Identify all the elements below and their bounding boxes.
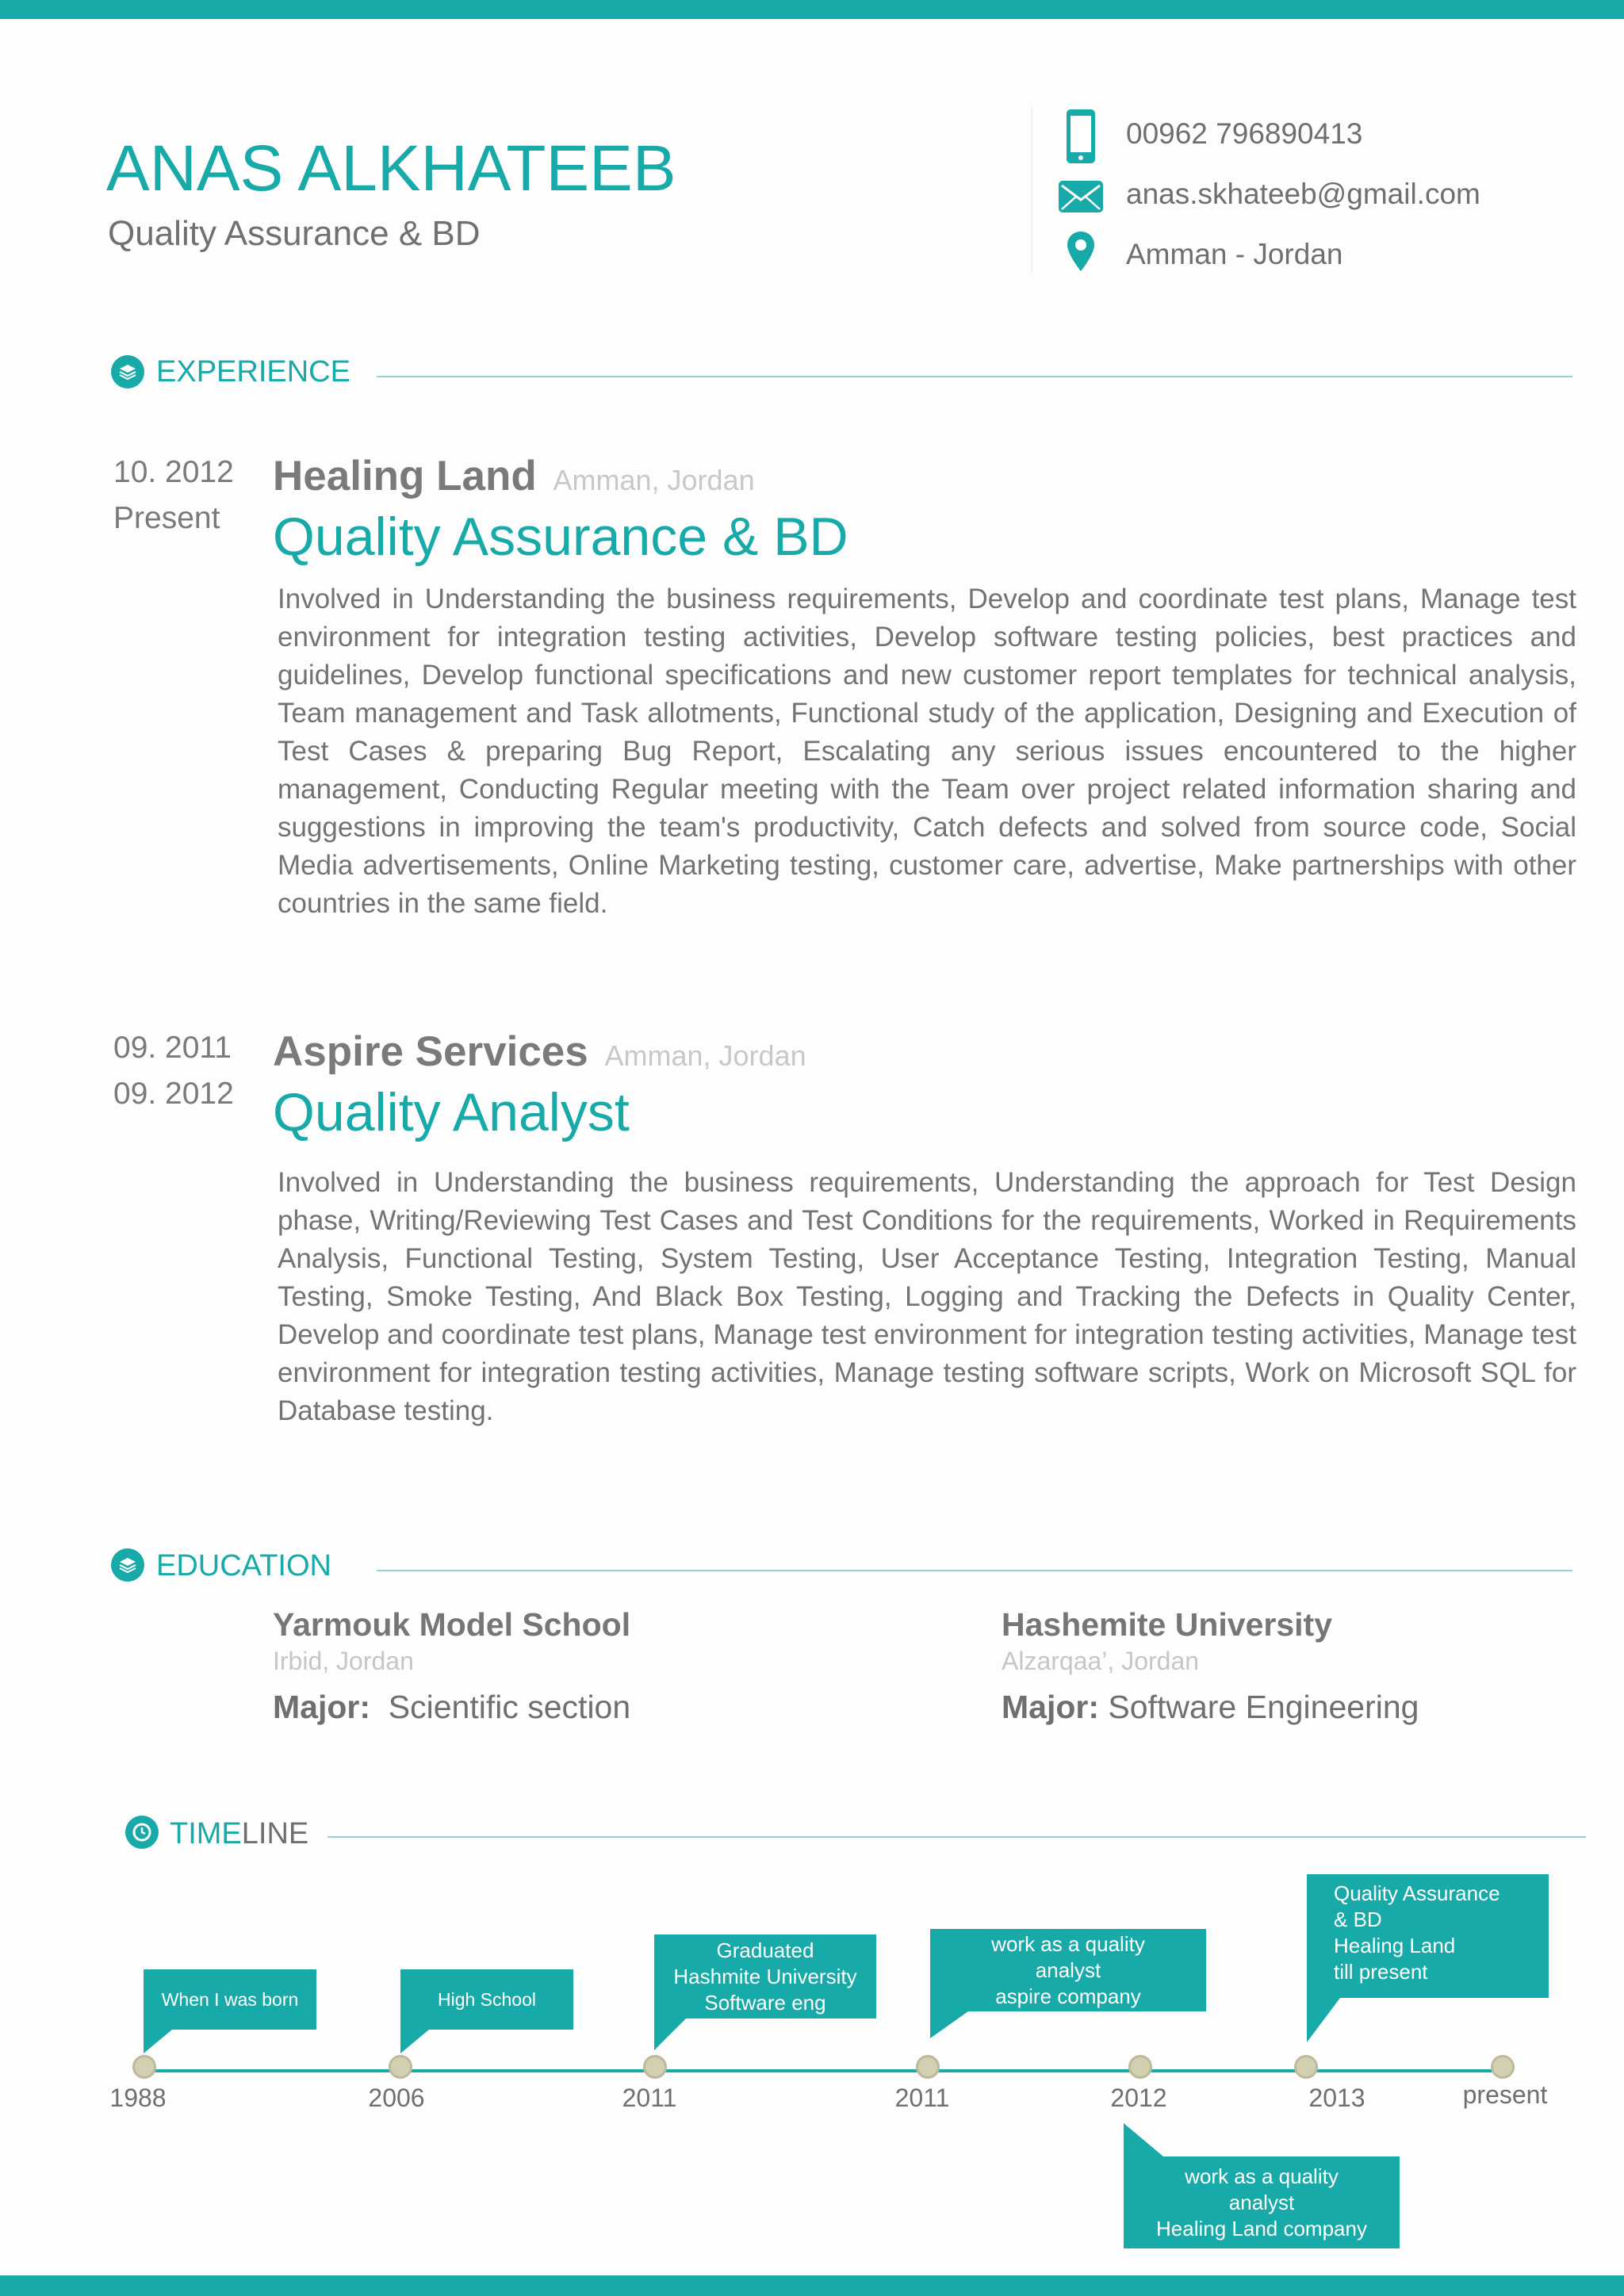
job-date-end: Present (113, 501, 220, 535)
timeline-event-tail (1124, 2123, 1163, 2156)
education-heading: EDUCATION (156, 1549, 331, 1582)
school-name: Yarmouk Model School (273, 1606, 631, 1643)
timeline-dot (1294, 2055, 1318, 2079)
timeline-year: 2011 (894, 2084, 950, 2112)
timeline-heading (170, 1817, 308, 1851)
major-value: Software Engineering (1108, 1689, 1419, 1725)
education-entry (1002, 1606, 1419, 1726)
location-pin-icon (1058, 230, 1104, 273)
major-label: Major: (1002, 1689, 1099, 1725)
job-date-range (113, 1025, 234, 1117)
timeline-heading-a: TIME (170, 1817, 242, 1850)
school-major (1002, 1689, 1419, 1726)
job-company (273, 452, 755, 500)
mail-icon (1058, 181, 1104, 212)
timeline-year: 2013 (1308, 2084, 1365, 2112)
timeline-event-tail (144, 2030, 172, 2053)
candidate-title: Quality Assurance & BD (108, 214, 481, 253)
job-location: Amman, Jordan (604, 1039, 806, 1072)
contact-location: Amman - Jordan (1126, 238, 1343, 270)
timeline-event-text: work as a quality analyst Healing Land company (1156, 2164, 1367, 2241)
job-date-range (113, 450, 234, 541)
job-company-name: Aspire Services (273, 1028, 588, 1075)
timeline-event-text: Quality Assurance & BD Healing Land till present (1334, 1881, 1500, 1984)
timeline-event-text: When I was born (161, 1988, 299, 2010)
timeline-heading-b: LINE (241, 1817, 309, 1850)
timeline-dot (389, 2055, 412, 2079)
contact-phone[interactable]: 00962 796890413 (1126, 117, 1363, 150)
bottom-accent-bar (0, 2275, 1624, 2296)
timeline-event (930, 1929, 1206, 2011)
major-label: Major: (273, 1689, 370, 1725)
timeline-year: 1988 (109, 2084, 167, 2112)
timeline-year: 2012 (1110, 2084, 1167, 2112)
timeline-year: 2011 (622, 2084, 677, 2112)
education-entry (273, 1606, 630, 1726)
layers-icon (111, 355, 144, 388)
layers-icon (111, 1548, 144, 1582)
timeline-year: present (1462, 2080, 1548, 2109)
experience-divider (377, 376, 1572, 377)
timeline-year: 2006 (368, 2084, 425, 2112)
timeline-dot (1128, 2055, 1152, 2079)
contact-email[interactable]: anas.skhateeb@gmail.com (1126, 178, 1480, 210)
timeline-event-tail (654, 2019, 686, 2050)
school-location: Irbid, Jordan (273, 1647, 414, 1675)
timeline-event-text: work as a quality analyst aspire company (991, 1931, 1145, 2008)
job-role: Quality Analyst (273, 1082, 630, 1142)
timeline-dot (643, 2055, 667, 2079)
experience-heading: EXPERIENCE (156, 355, 350, 388)
job-company-name: Healing Land (273, 453, 537, 499)
job-description: Involved in Understanding the business requirements, Develop and coordinate test plans, Manage test environment for integration testing activities, Develop software testing policies, best practices and guidelines, Develop functional specifications and new customer report templates for technical analysis, Team management and Task allotments, Functional study of the application, Designing and Execution of Test Cases & preparing Bug Report, Escalating any serious issues encountered to the higher management, Conducting Regular meeting with the Team over project related information sharing and suggestions in improving the team's productivity, Catch defects and solved from source code, Social Media advertisements, Online Marketing testing, customer care, advertise, Make partnerships with other countries in the same field. (278, 584, 1576, 919)
job-date-start: 09. 2011 (113, 1031, 232, 1065)
timeline-event-tail (930, 2011, 968, 2038)
phone-icon (1058, 108, 1104, 165)
school-name: Hashemite University (1002, 1606, 1333, 1643)
timeline-event (144, 1969, 316, 2030)
top-accent-bar (0, 0, 1624, 19)
school-major (273, 1689, 630, 1726)
timeline-divider (327, 1836, 1586, 1838)
timeline-dot (1491, 2055, 1515, 2079)
job-role: Quality Assurance & BD (273, 507, 848, 567)
timeline-event (1124, 2156, 1400, 2248)
major-value: Scientific section (388, 1689, 631, 1725)
timeline-event (654, 1934, 876, 2019)
timeline-event (400, 1969, 573, 2030)
job-date-end: 09. 2012 (113, 1077, 234, 1111)
school-location: Alzarqaa’, Jordan (1002, 1647, 1200, 1675)
timeline-dot (916, 2055, 940, 2079)
timeline-event (1307, 1874, 1549, 1998)
job-company (273, 1027, 806, 1076)
timeline-event-tail (1307, 1998, 1340, 2042)
timeline-dot (132, 2055, 156, 2079)
job-date-start: 10. 2012 (113, 455, 234, 489)
clock-icon (125, 1816, 159, 1849)
contact-divider (1031, 107, 1032, 274)
timeline-event-text: Graduated Hashmite University Software eng (673, 1938, 857, 2015)
timeline-event-tail (400, 2030, 429, 2053)
candidate-name: ANAS ALKHATEEB (106, 132, 676, 205)
education-divider (377, 1570, 1572, 1571)
timeline-event-text: High School (437, 1988, 537, 2010)
job-description: Involved in Understanding the business requirements, Understanding the approach for Test Design phase, Writing/Reviewing Test Cases and Test Conditions for the requirements, Worked in Requirements Analysis, Functional Testing, System Testing, User Acceptance Testing, Integration Testing, Manual Testing, Smoke Testing, And Black Box Testing, Logging and Tracking the Defects in Quality Center, Develop and coordinate test plans, Manage test environment for integration testing activities, Manage test environment for integration testing activities, Manage testing software scripts, Work on Microsoft SQL for Database testing. (278, 1167, 1576, 1426)
job-location: Amman, Jordan (553, 464, 755, 496)
